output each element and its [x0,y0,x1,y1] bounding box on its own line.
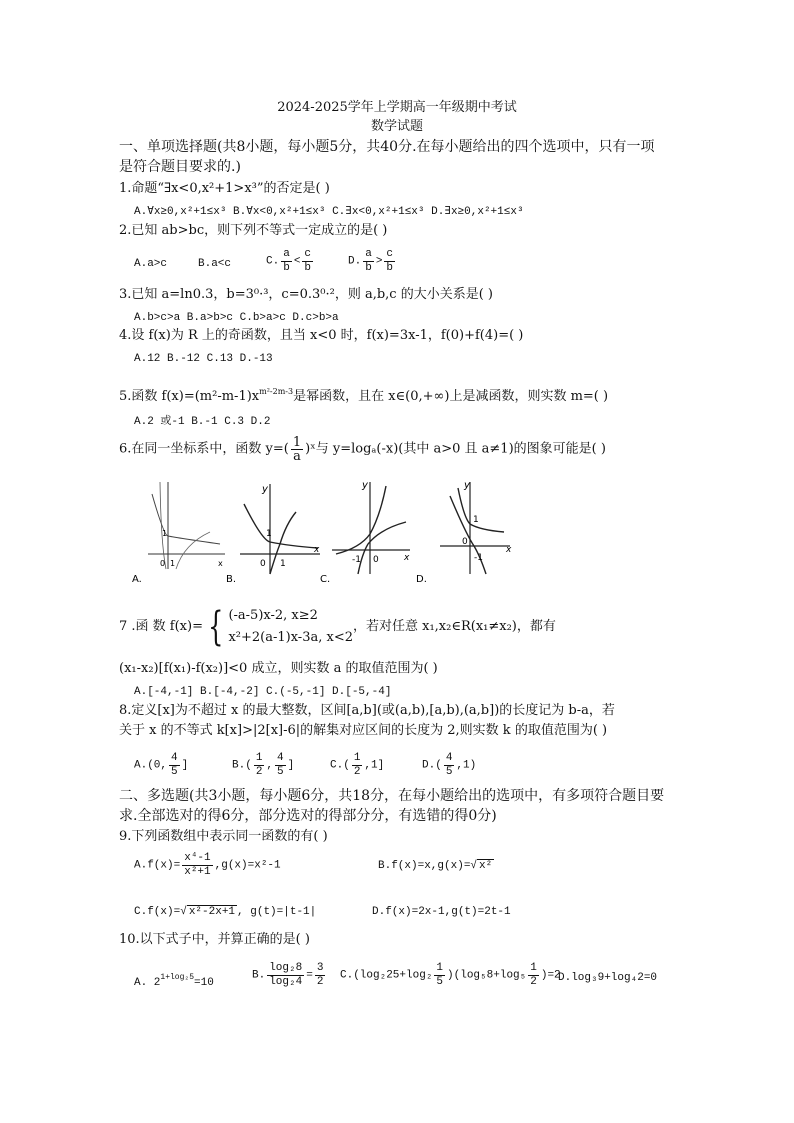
q10-option-a: A. $2^{1+log_25}=10$ [134,973,214,989]
graph-c-tick-m1: -1 [352,555,361,565]
q9-option-c: C.f(x)=√ x²-2x+1 , g(t)=|t-1| [134,906,317,918]
q7-stem: 7 .函 数 f(x)= { (-a-5)x-2, x≥2 x²+2(a-1)x-3a, x<2 ，若对任意 x₁,x₂∈R(x₁≠x₂)，都有 [119,604,556,650]
graph-a-label: A. [132,574,142,585]
q6-stem: 6.在同一坐标系中，函数 y=( $\frac{1}{a}$ )ˣ与 y=logₐ(-x)(其中 a>0 且 a≠1)的图象可能是( ) [119,435,606,464]
graph-c-label: C. [320,574,331,585]
graph-b-tick-0: 0 [260,559,266,569]
graph-a [132,482,225,585]
q7-options: A.[-4,-1] B.[-4,-2] C.(-5,-1] D.[-5,-4] [134,686,392,698]
graph-b-x-label: x [314,545,320,555]
graph-c [320,480,410,585]
q7-stem-cont: (x₁-x₂)[f(x₁)-f(x₂)]<0 成立，则实数 a 的取值范围为( ) [119,661,438,676]
graph-b-label: B. [226,574,237,585]
graph-d [416,480,512,585]
q8-option-b: B.( $\frac{1}{2}$ , $\frac{4}{5}$ ] [232,752,295,778]
graph-a-tick-1: 1 [162,529,168,538]
exam-subtitle: 数学试题 [370,119,423,134]
q10-option-b: B. $\frac{\text{log₂8}}{\text{log₂4}}$ = $\frac{3}{2}$ [252,962,324,988]
q10-option-d: D.log₃9+log₄2=0 [558,972,658,984]
q2-option-a: A.a>c [134,258,168,270]
q3-stem: 3.已知 a=ln0.3，b=3⁰·³，c=0.3⁰·²，则 a,b,c 的大小关系是( ) [119,287,493,302]
graph-d-tick-1: 1 [473,515,479,525]
graph-b-tick-1: 1 [266,529,272,539]
q9-option-d: D.f(x)=2x-1,g(t)=2t-1 [372,906,511,918]
q5-stem: 5.函数 $f(x)=(m^2-m-1)x^{m^2-2m-3}$是幂函数，且在 x∈(0,+∞)上是减函数，则实数 m=( ) [119,387,609,404]
q2-option-d: D. $\frac{a}{b}$ > $\frac{c}{b}$ [348,248,394,274]
section1-heading-line1: 一、单项选择题(共8小题，每小题5分，共40分.在每小题给出的四个选项中，只有一项 [119,139,655,155]
q8-stem-line1: 8.定义[x]为不超过 x 的最大整数，区间[a,b](或(a,b),[a,b),(a,b])的长度记为 b-a，若 [119,703,615,718]
graph-c-tick-0: 0 [373,555,379,565]
exam-title: 2024-2025学年上学期高一年级期中考试 [277,100,517,115]
graph-c-x-label: x [404,553,410,563]
q8-option-d: D.( $\frac{4}{5}$ ,1) [422,752,477,778]
section2-heading-line2: 求.全部选对的得6分，部分选对的得部分分，有选错的得0分) [119,808,497,824]
graph-b-y-label: y [262,484,268,495]
q9-option-b: B.f(x)=x,g(x)=√ x² [378,860,493,872]
q5-options: A.2 或-1 B.-1 C.3 D.2 [134,416,271,428]
q7-case1: (-a-5)x-2, x≥2 [228,608,318,623]
graph-b-tick-x1: 1 [280,559,286,569]
graph-d-tick-m1: -1 [474,553,483,563]
q2-option-b: B.a<c [198,258,232,270]
q8-option-a: A.(0, $\frac{4}{5}$ ] [134,752,189,778]
graph-d-label: D. [416,574,427,585]
q4-options: A.12 B.-12 C.13 D.-13 [134,353,273,365]
graph-c-y-label: y [362,480,368,491]
q9-stem: 9.下列函数组中表示同一函数的有( ) [119,829,328,844]
q7-case2: x²+2(a-1)x-3a, x<2 [228,630,353,645]
graph-a-tick-x1: 1 [170,559,176,568]
q9-option-a: A.f(x)= $\frac{\text{x⁴-1}}{\text{x²+1}}$ ,g(x)=x²-1 [134,852,281,878]
q1-stem: 1.命题“∃x<0,x²+1>x³”的否定是( ) [119,181,330,196]
graph-a-tick-0: 0 [160,559,166,568]
q8-option-c: C.( $\frac{1}{2}$ ,1] [330,752,385,778]
q2-option-c: C. $\frac{a}{b}$ < $\frac{c}{b}$ [266,248,312,274]
graph-b [226,484,320,585]
section1-heading-line2: 是符合题目要求的.) [119,159,241,175]
graph-d-x-label: x [506,545,512,555]
q6-graphs [130,474,650,586]
q10-option-c: C.(log₂25+log₂ $\frac{1}{5}$ )(log₅8+log₅ $\frac{1}{2}$ )=2 [340,962,561,988]
graph-d-tick-0: 0 [462,537,468,547]
q10-stem: 10.以下式子中，并算正确的是( ) [119,932,310,947]
graph-d-y-label: y [464,480,470,491]
graph-a-x-label: x [218,559,223,568]
q8-stem-line2: 关于 x 的不等式 k[x]>|2[x]-6|的解集对应区间的长度为 2,则实数 k 的取值范围为( ) [119,723,608,738]
q2-stem: 2.已知 ab>bc，则下列不等式一定成立的是( ) [119,223,388,238]
q4-stem: 4.设 f(x)为 R 上的奇函数，且当 x<0 时，f(x)=3x-1，f(0)+f(4)=( ) [119,328,524,343]
q3-options: A.b>c>a B.a>b>c C.b>a>c D.c>b>a [134,312,339,324]
q1-options: A.∀x≥0,x²+1≤x³ B.∀x<0,x²+1≤x³ C.∃x<0,x²+1≤x³ D.∃x≥0,x²+1≤x³ [134,206,524,218]
section2-heading-line1: 二、多选题(共3小题，每小题6分，共18分，在每小题给出的选项中，有多项符合题目要 [119,788,665,804]
